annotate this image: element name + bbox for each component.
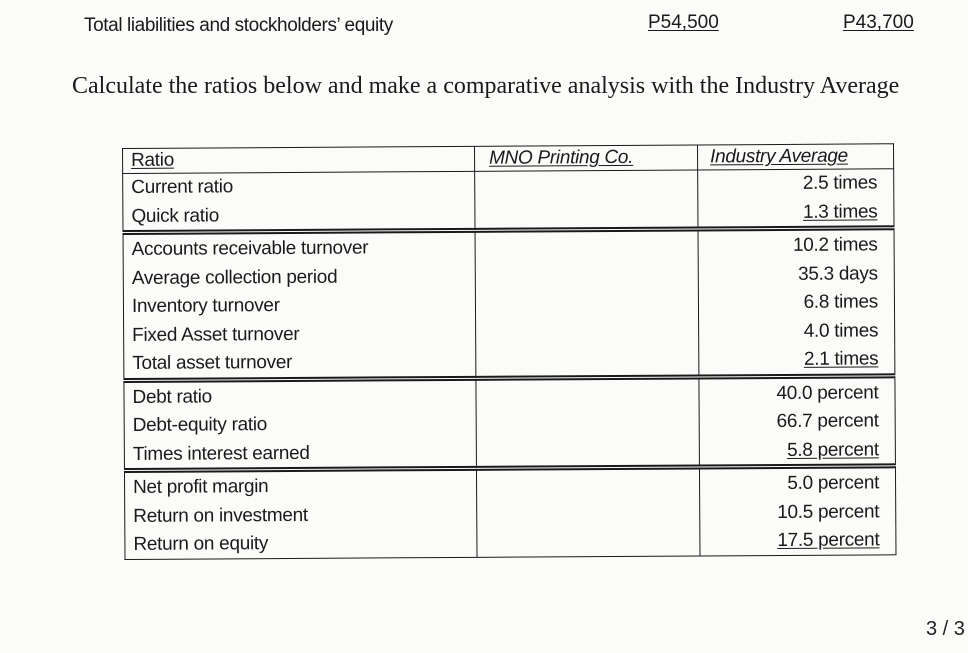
table-row [124,435,895,471]
industry-value: 6.8 times [698,287,894,317]
industry-value: 35.3 days [698,259,894,289]
activity-ratio-group [123,228,895,380]
company-value-cell[interactable] [477,526,700,556]
table-row [124,466,895,502]
profitability-ratio-group [124,466,896,559]
table-row [125,525,896,559]
company-value-cell[interactable] [475,229,698,261]
company-value-cell[interactable] [475,198,698,230]
liquidity-ratio-group [123,169,894,233]
company-value-cell[interactable] [475,260,698,290]
table-row [124,375,895,411]
company-value-cell[interactable] [476,407,699,437]
company-value-cell[interactable] [475,288,698,318]
leverage-ratio-group [124,375,896,470]
ratio-name: Net profit margin [124,468,476,501]
total-liabilities-row [0,12,968,40]
industry-value: 40.0 percent [699,375,895,407]
industry-value: 5.8 percent [699,435,895,467]
table-row [124,406,895,439]
total-liabilities-label: Total liabilities and stockholders’ equity [84,15,393,36]
company-value-cell[interactable] [476,345,699,377]
ratio-name: Inventory turnover [123,290,475,321]
company-value-cell[interactable] [475,170,698,199]
industry-value: 4.0 times [699,316,895,346]
company-value-cell[interactable] [477,498,700,528]
ratio-name: Total asset turnover [124,347,476,380]
ratio-name: Accounts receivable turnover [123,230,475,263]
company-value-cell[interactable] [476,376,699,408]
ratio-name: Return on equity [125,528,477,559]
ratio-name: Quick ratio [123,199,475,232]
instruction-text: Calculate the ratios below and make a comparative analysis with the Industry Average [72,73,900,99]
total-liabilities-value-1: P54,500 [648,12,719,33]
table-row [125,497,896,530]
company-value-cell[interactable] [476,467,699,499]
header-ratio: Ratio [123,146,475,173]
table-row [124,344,895,380]
ratio-name: Return on investment [125,499,477,530]
industry-value: 2.1 times [699,344,895,376]
ratio-name: Average collection period [123,261,475,292]
industry-value: 5.0 percent [699,466,895,498]
total-liabilities-value-2: P43,700 [843,12,914,33]
industry-value: 10.5 percent [700,497,896,527]
table-row [123,228,894,264]
industry-value: 17.5 percent [700,525,896,555]
company-value-cell[interactable] [476,317,699,347]
industry-value: 1.3 times [698,197,894,229]
ratio-name: Times interest earned [124,437,476,470]
ratio-name: Debt ratio [124,378,476,411]
industry-value: 10.2 times [698,228,894,260]
ratio-name: Fixed Asset turnover [124,318,476,349]
header-industry-average: Industry Average [697,144,893,170]
header-company: MNO Printing Co. [474,145,697,171]
industry-value: 66.7 percent [699,406,895,436]
company-value-cell[interactable] [476,436,699,468]
ratio-name: Debt-equity ratio [124,409,476,440]
ratio-comparison-table [122,143,896,559]
industry-value: 2.5 times [698,169,894,198]
table-row [123,197,894,233]
ratio-name: Current ratio [123,171,475,201]
page-number: 3 / 3 [926,618,965,640]
